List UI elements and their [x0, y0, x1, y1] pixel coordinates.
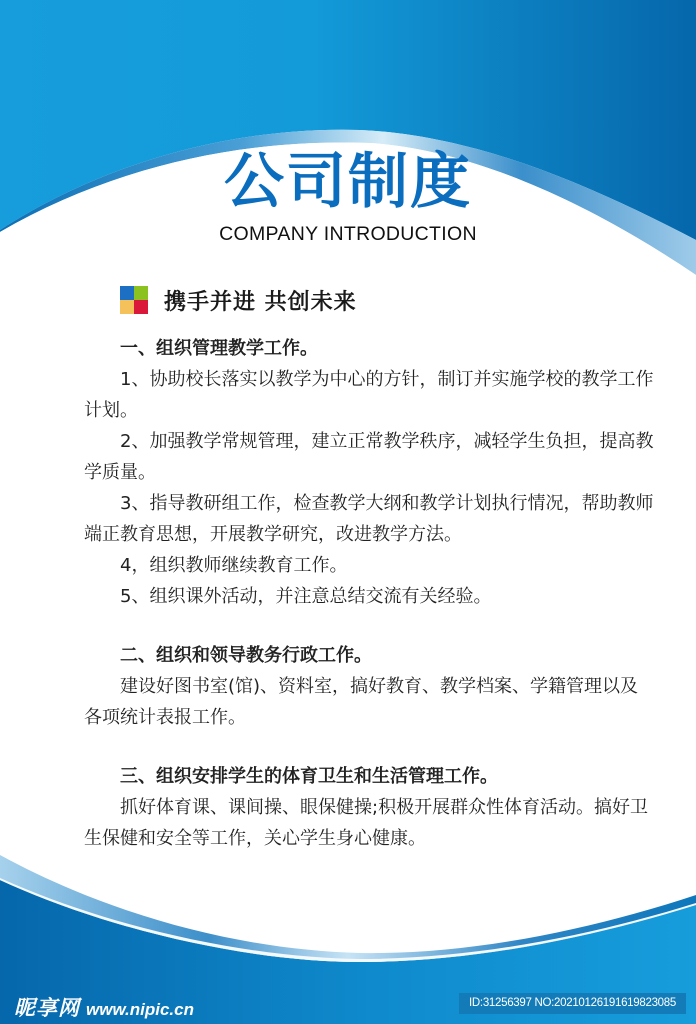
slogan-row: [120, 284, 357, 316]
slogan-text: 携手并进 共创未来: [164, 289, 357, 315]
section-heading: 三、组织安排学生的体育卫生和生活管理工作。: [120, 766, 498, 787]
section-paragraph: 3、指导教研组工作，检查教学大纲和教学计划执行情况，帮助教师端正教育思想，开展教学研究，改进教学方法。: [84, 493, 654, 545]
section-paragraph: 5、组织课外活动，并注意总结交流有关经验。: [120, 586, 492, 607]
section-paragraph: 抓好体育课、课间操、眼保健操;积极开展群众性体育活动。搞好卫生保健和安全等工作，关心学生身心健康。: [84, 797, 649, 849]
section-spacer: [84, 612, 656, 640]
logo-square-green: [134, 286, 148, 300]
section-heading: 二、组织和领导教务行政工作。: [120, 645, 372, 666]
section-paragraph: 2、加强教学常规管理，建立正常教学秩序，减轻学生负担，提高教学质量。: [84, 431, 654, 483]
section-paragraph: 1、协助校长落实以教学为中心的方针，制订并实施学校的教学工作计划。: [84, 369, 654, 421]
regulations-body: [84, 333, 656, 854]
page-subtitle: COMPANY INTRODUCTION: [219, 223, 477, 245]
watermark-brand: 昵享网: [14, 996, 80, 1020]
logo-square-yellow: [120, 300, 134, 314]
page-title: 公司制度: [224, 147, 472, 217]
section-spacer: [84, 733, 656, 761]
logo-square-blue: [120, 286, 134, 300]
watermark-logo: [14, 992, 194, 1022]
watermark-url: www.nipic.cn: [86, 1000, 194, 1019]
section-paragraph: 4，组织教师继续教育工作。: [120, 555, 348, 576]
section-paragraph: 建设好图书室(馆)、资料室，搞好教育、教学档案、学籍管理以及各项统计表报工作。: [84, 676, 639, 728]
section-heading: 一、组织管理教学工作。: [120, 338, 318, 359]
four-color-logo-icon: [120, 286, 148, 314]
logo-square-red: [134, 300, 148, 314]
image-id-badge: ID:31256397 NO:20210126191619823085: [459, 993, 686, 1014]
